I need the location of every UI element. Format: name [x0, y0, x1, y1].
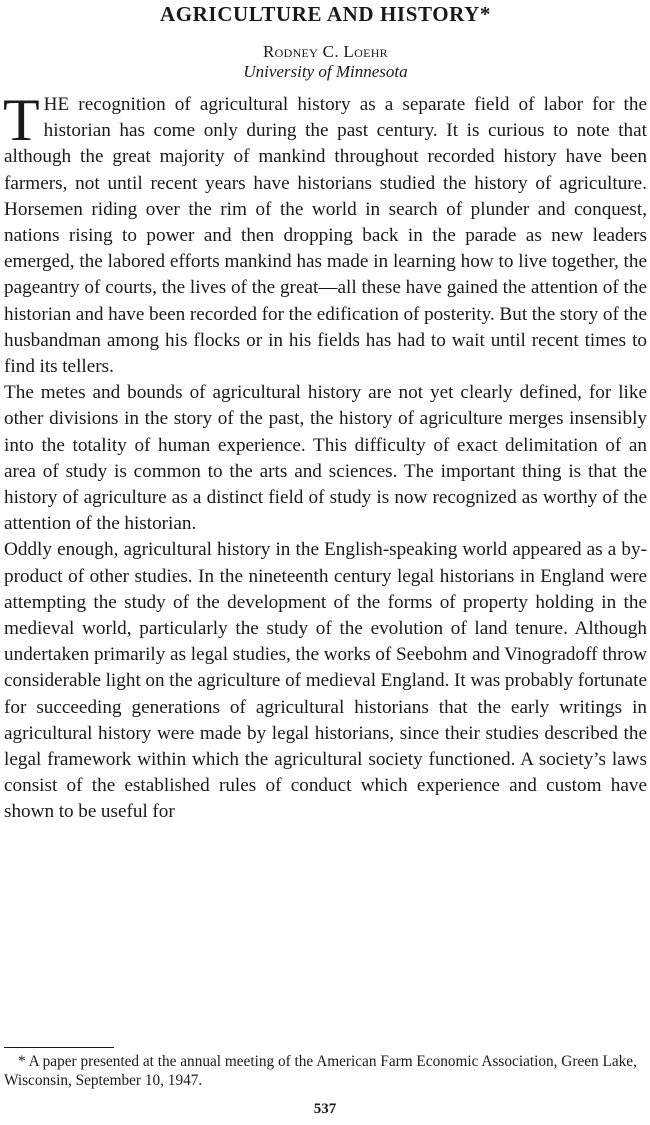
paragraph-1-text: HE recognition of agricultural history as a separate field of labor for the historian has come only during the past century. It is curious to note that although the great majority of mankind throughout recorded history have been farmers, not until recent years have historians studied the history of agriculture. Horsemen riding over the rim of the world in search of plunder and conquest, nations rising to power and then dropping back in the parade as new leaders emerged, the labored efforts mankind has made in learning how to live together, the pageantry of courts, the lives of the great—all these have gained the attention of the historian and have been recorded for the edification of posterity. But the story of the husbandman among his flocks or in his fields has had to wait until recent times to find its tellers. — [4, 94, 647, 378]
article-page — [4, 0, 647, 826]
paragraph-1 — [3, 87, 647, 380]
paragraph-3: Oddly enough, agricultural history in the English-speaking world appeared as a by-product of other studies. In the nineteenth century legal historians in England were attempting the study of the development of the forms of property holding in the medieval world, particularly the study of the evolution of land tenure. Although undertaken primarily as legal studies, the works of Seebohm and Vinogradoff throw considerable light on the agriculture of medieval England. It was probably fortunate for succeeding generations of agricultural historians that the early writings in agricultural history were made by legal historians, since their studies described the legal framework within which the agricultural society functioned. A society’s laws consist of the established rules of conduct which experience and custom have shown to be useful for — [4, 539, 647, 823]
drop-cap: T — [3, 87, 40, 153]
author-affiliation: University of Minnesota — [243, 62, 408, 81]
footnote-text: * A paper presented at the annual meeting of the American Farm Economic Association, Green Lake, Wisconsin, September 10, 1947. — [4, 1053, 637, 1089]
footnote — [4, 1052, 647, 1090]
article-body — [3, 87, 647, 826]
footnote-divider — [4, 1047, 114, 1048]
paragraph-2: The metes and bounds of agricultural history are not yet clearly defined, for like other divisions in the story of the past, the history of agriculture merges insensibly into the totality of human experience. This difficulty of exact delimitation of an area of study is common to the arts and sciences. The important thing is that the history of agriculture as a distinct field of study is now recognized as worthy of the attention of the historian. — [4, 382, 647, 535]
article-author: Rodney C. Loehr — [263, 42, 388, 61]
page-number: 537 — [313, 1101, 337, 1117]
article-title: AGRICULTURE AND HISTORY* — [159, 2, 492, 26]
